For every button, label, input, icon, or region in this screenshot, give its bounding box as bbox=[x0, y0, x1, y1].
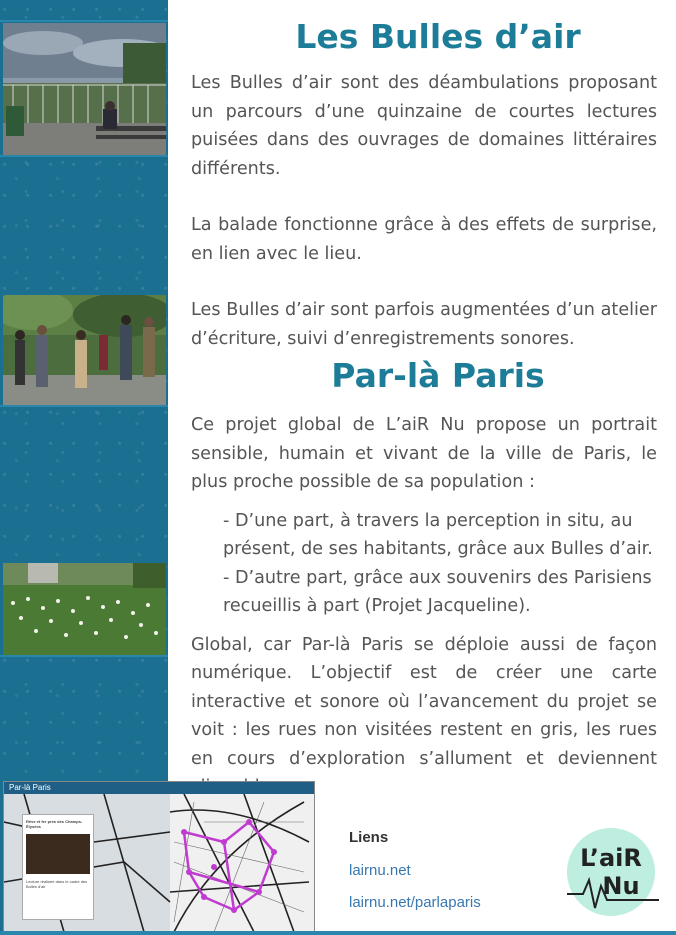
map-header: Par-là Paris bbox=[4, 782, 315, 794]
section-parla-body bbox=[191, 411, 657, 802]
lairnu-logo bbox=[563, 824, 659, 920]
link-parlaparis[interactable]: lairnu.net/parlaparis bbox=[349, 894, 481, 911]
list-item: - D’autre part, grâce aux souvenirs des Parisiens recueillis à part (Projet Jacqueline). bbox=[223, 567, 652, 616]
section-title-parla-paris: Par-là Paris bbox=[331, 356, 545, 395]
photo-group-garden bbox=[3, 295, 166, 405]
photo-park-bench bbox=[3, 23, 166, 155]
sidebar-stripe bbox=[0, 405, 168, 407]
section-title-bulles: Les Bulles d’air bbox=[295, 17, 581, 56]
logo-line2: Nu bbox=[602, 872, 640, 900]
sidebar-stripe bbox=[0, 155, 168, 157]
links-title: Liens bbox=[349, 829, 389, 846]
paragraph: Ce projet global de L’aiR Nu propose un portrait sensible, humain et vivant de la ville de Paris, le plus proche possible de sa population : bbox=[191, 415, 657, 492]
logo-line1: L’aiR bbox=[580, 844, 642, 872]
paragraph: Global, car Par-là Paris se déploie aussi de façon numérique. L’objectif est de créer une carte interactive et sonore où l’avancement du projet se voit : les rues non visitées restent en gris, les rues en cours d’exploration s’allument et deviennent bbox=[191, 634, 657, 769]
paragraph: Les Bulles d’air sont des déambulations proposant un parcours d’une quinzaine de courtes lectures puisées dans des ouvrages de domaines littéraires différents. bbox=[191, 73, 657, 179]
map-screenshot bbox=[3, 781, 315, 933]
map-card-title: Rêve et fer près des Champs-Élysées bbox=[26, 819, 83, 829]
section-bulles-body bbox=[191, 69, 657, 353]
map-card-image bbox=[26, 834, 90, 874]
paragraph: Les Bulles d’air sont parfois augmentées d’un atelier d’écriture, suivi d’enregistrements sonores. bbox=[191, 300, 657, 349]
link-lairnu[interactable]: lairnu.net bbox=[349, 862, 411, 879]
paragraph: La balade fonctionne grâce à des effets de surprise, en lien avec le lieu. bbox=[191, 215, 657, 264]
list-item: - D’une part, à travers la perception in situ, au présent, de ses habitants, grâce aux Bulles d’air. bbox=[223, 510, 653, 559]
sidebar-stripe bbox=[0, 655, 168, 657]
map-card-text: Lecture réalisée dans le cadre des Bulles d'air bbox=[26, 879, 88, 889]
photo-wild-flowers bbox=[3, 563, 166, 655]
map-info-card bbox=[22, 814, 94, 920]
bottom-bar bbox=[0, 931, 676, 935]
sidebar-stripe bbox=[0, 20, 168, 22]
bullet-list bbox=[191, 507, 657, 621]
